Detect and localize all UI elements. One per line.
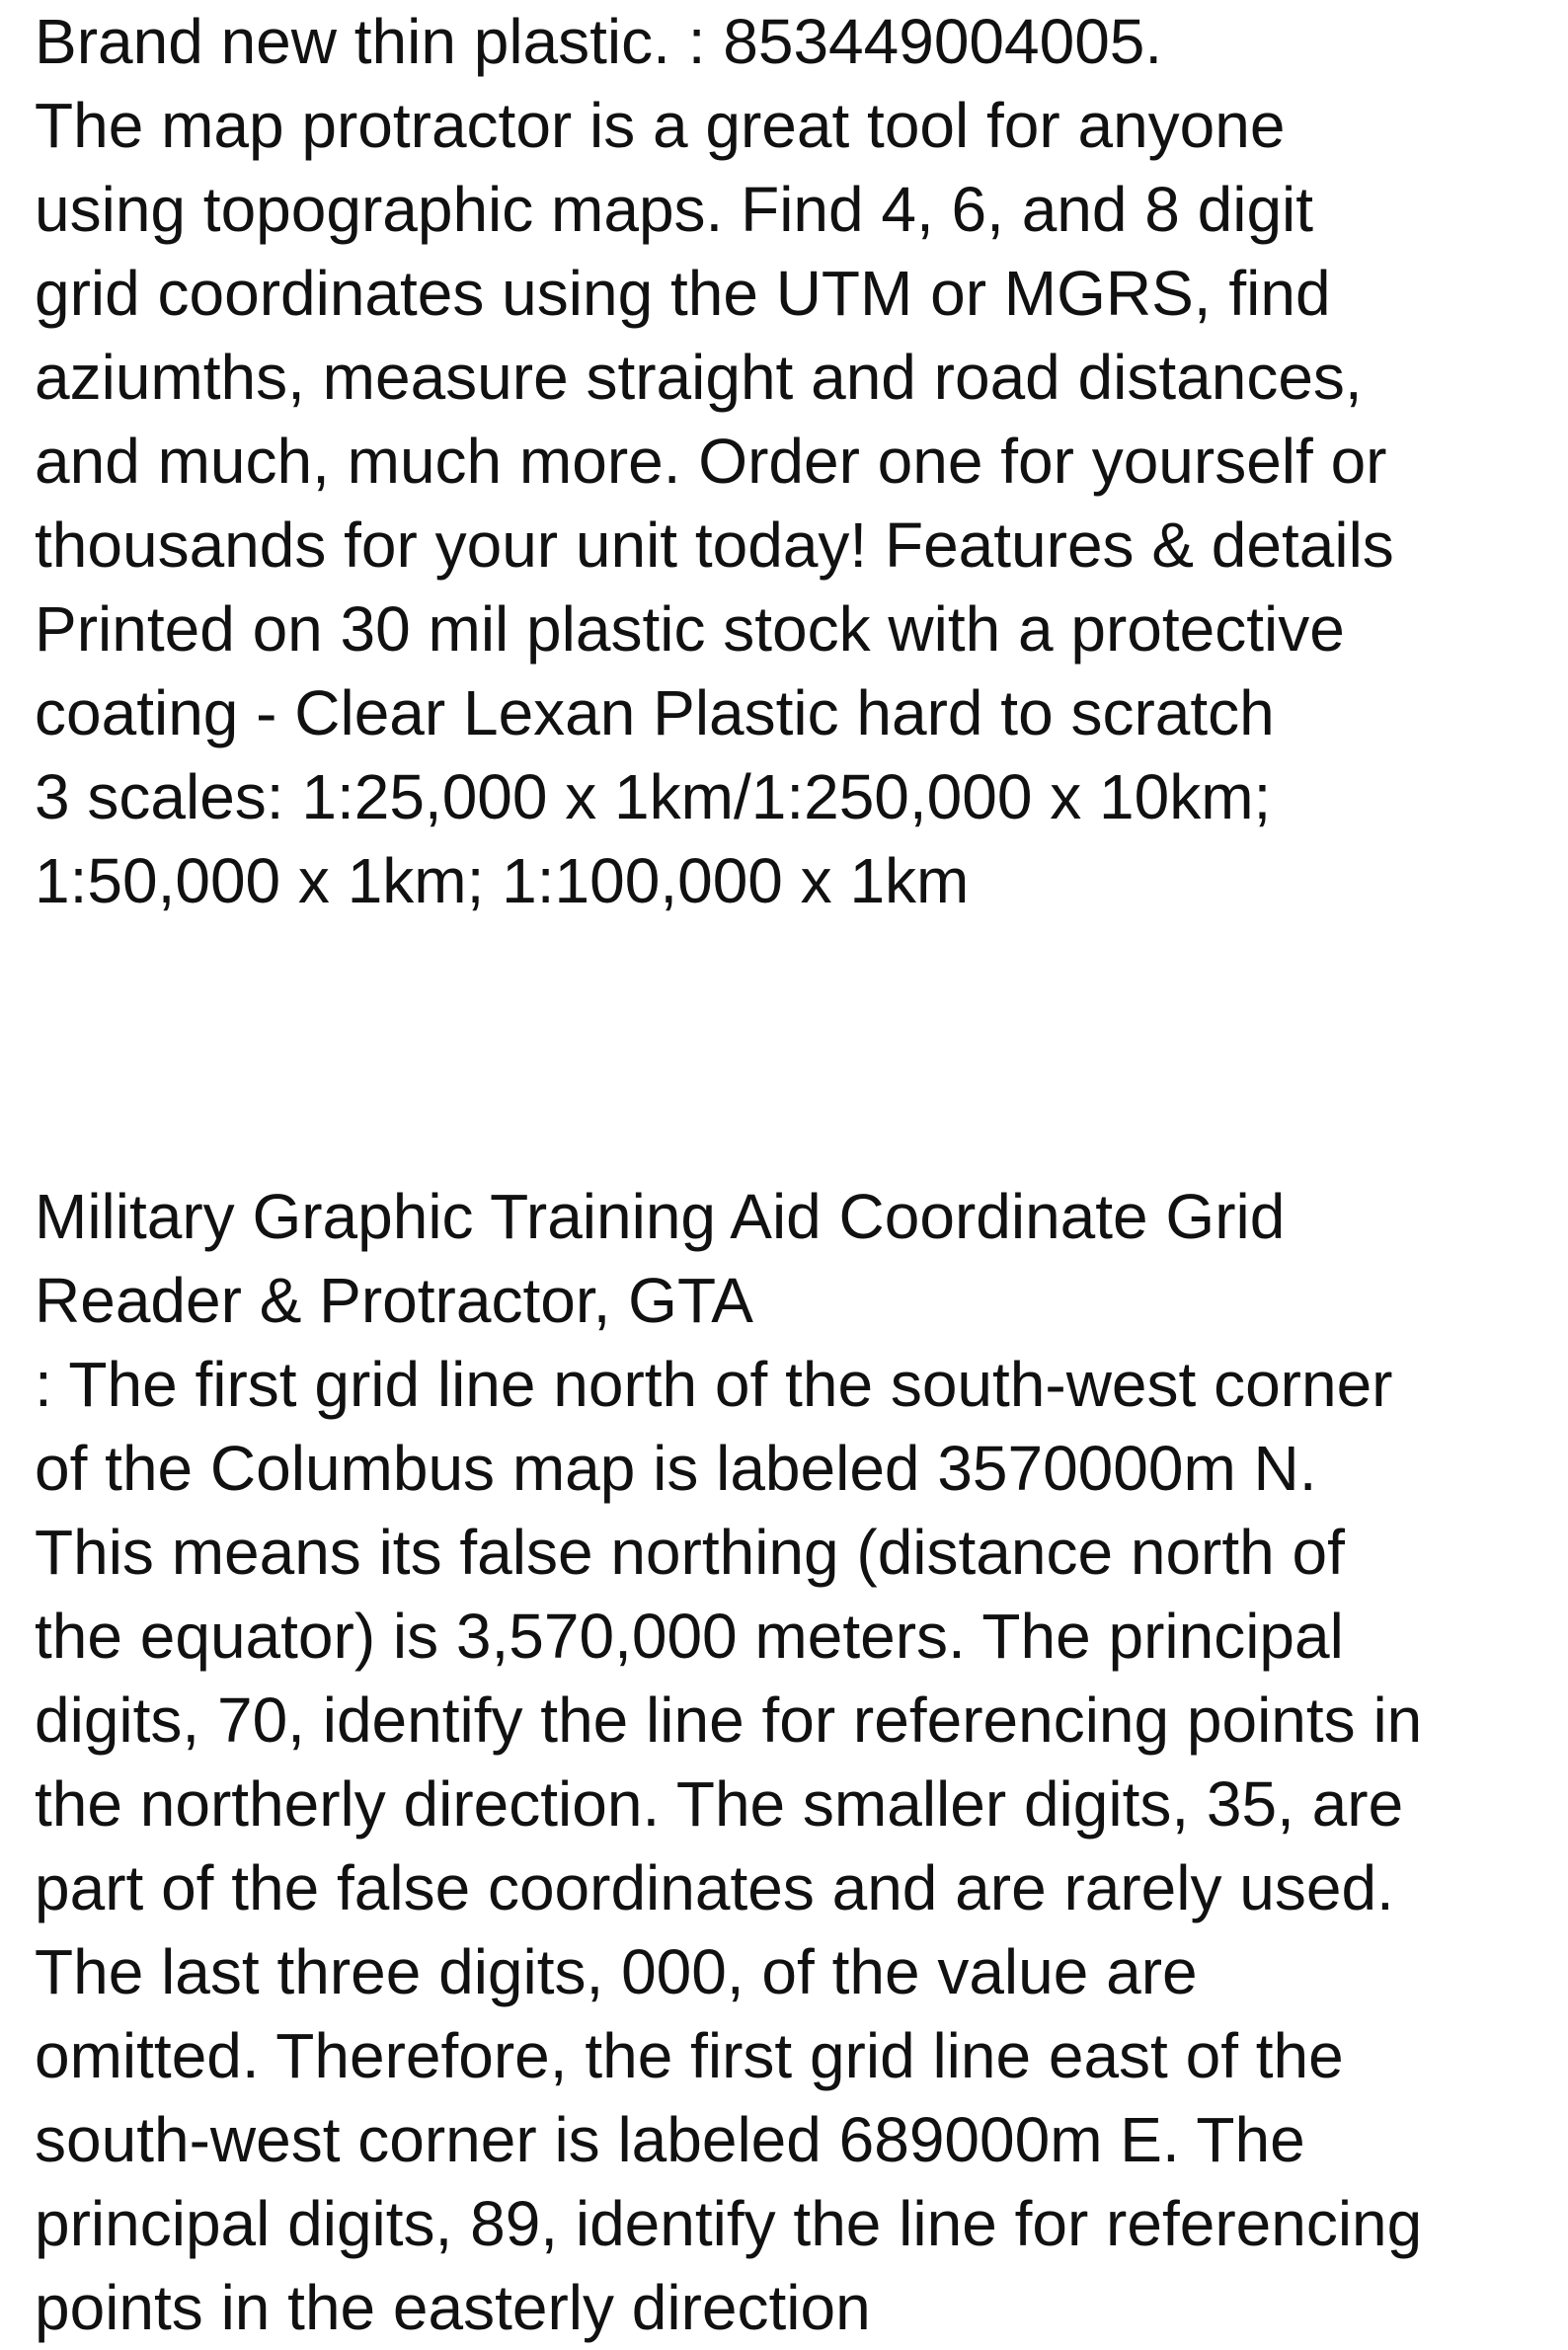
text-line: aziumths, measure straight and road distances, — [35, 342, 1363, 413]
text-line: south-west corner is labeled 689000m E. The — [35, 2104, 1305, 2175]
text-line: using topographic maps. Find 4, 6, and 8 digit — [35, 174, 1314, 245]
text-line: 3 scales: 1:25,000 x 1km/1:250,000 x 10km; — [35, 761, 1272, 832]
text-line: The map protractor is a great tool for anyone — [35, 90, 1286, 161]
text-line: of the Columbus map is labeled 3570000m N. — [35, 1433, 1317, 1504]
text-line: This means its false northing (distance north of — [35, 1517, 1345, 1588]
text-line: the northerly direction. The smaller digits, 35, are — [35, 1768, 1404, 1840]
text-line: digits, 70, identify the line for referencing points in — [35, 1684, 1423, 1756]
section-heading-line: Reader & Protractor, GTA — [35, 1265, 753, 1336]
text-line: grid coordinates using the UTM or MGRS, find — [35, 258, 1331, 329]
text-line: part of the false coordinates and are rarely used. — [35, 1852, 1394, 1923]
section-heading-line: Military Graphic Training Aid Coordinate Grid — [35, 1181, 1286, 1252]
grid-reader-section — [35, 1175, 1555, 2350]
text-line: coating - Clear Lexan Plastic hard to scratch — [35, 677, 1275, 748]
text-line: Printed on 30 mil plastic stock with a protective — [35, 593, 1345, 665]
text-line: the equator) is 3,570,000 meters. The principal — [35, 1601, 1344, 1672]
section-spacer — [35, 923, 1555, 1175]
text-line: principal digits, 89, identify the line for referencing — [35, 2188, 1423, 2259]
text-line: : The first grid line north of the south-west corner — [35, 1349, 1393, 1420]
document-body — [35, 0, 1555, 2350]
product-description-section — [35, 0, 1555, 923]
text-line: omitted. Therefore, the first grid line east of the — [35, 2020, 1344, 2091]
text-line: The last three digits, 000, of the value are — [35, 1936, 1198, 2007]
text-line: and much, much more. Order one for yourself or — [35, 426, 1387, 497]
text-line: Brand new thin plastic. : 853449004005. — [35, 6, 1163, 77]
text-line: 1:50,000 x 1km; 1:100,000 x 1km — [35, 845, 970, 916]
text-line: thousands for your unit today! Features & details — [35, 509, 1394, 581]
text-line: points in the easterly direction — [35, 2272, 871, 2343]
